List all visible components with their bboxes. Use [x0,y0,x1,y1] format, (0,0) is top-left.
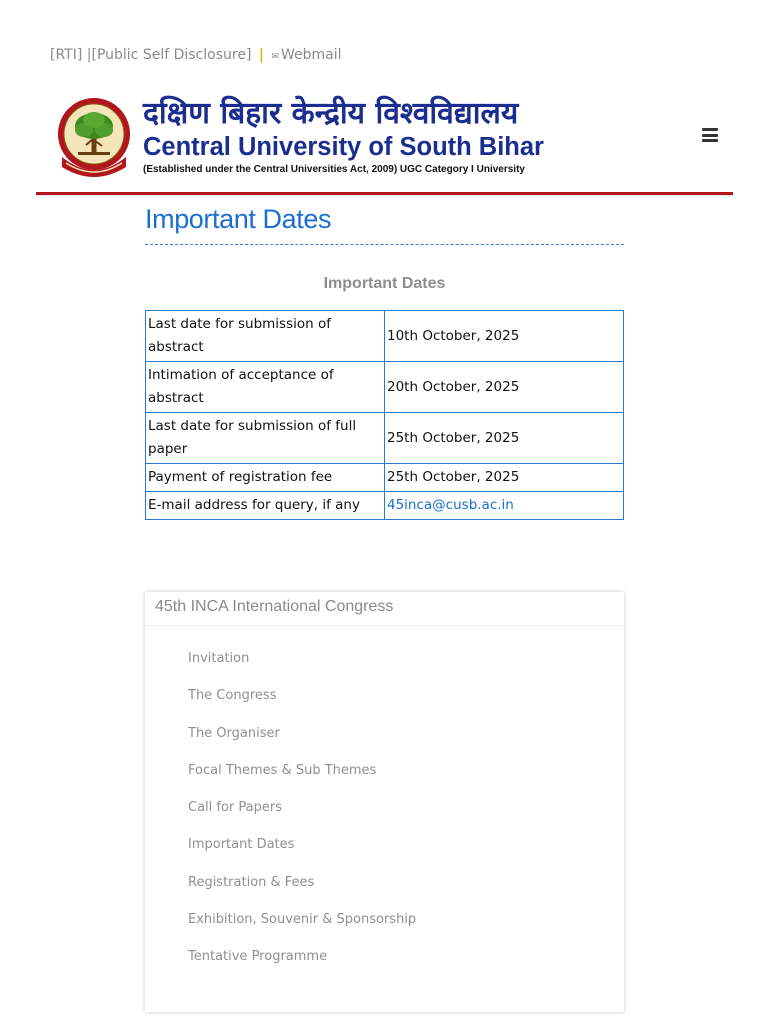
site-header [36,92,733,192]
date-label: E-mail address for query, if any [146,492,385,520]
nav-item-call-for-papers[interactable]: Call for Papers [188,800,282,816]
table-row [146,492,624,520]
webmail-link[interactable]: Webmail [280,47,342,63]
important-dates-table [145,310,624,520]
query-email-link[interactable]: 45inca@cusb.ac.in [387,497,514,513]
date-value: 10th October, 2025 [385,311,624,362]
title-underline [145,244,624,245]
table-caption: Important Dates [323,275,446,292]
nav-item-important-dates[interactable]: Important Dates [188,837,295,853]
date-value: 20th October, 2025 [385,362,624,413]
header-divider-shadow [36,195,733,198]
congress-nav-panel [145,592,624,1012]
date-label: Intimation of acceptance of abstract [146,362,385,413]
email-cell [385,492,624,520]
congress-nav-title: 45th INCA International Congress [155,598,394,615]
table-row [146,464,624,492]
date-label: Last date for submission of abstract [146,311,385,362]
rti-link[interactable]: [RTI] | [50,47,92,63]
establishment-tagline: (Established under the Central Universities Act, 2009) UGC Category I University [143,164,525,175]
congress-nav-divider [145,625,624,626]
date-label: Last date for submission of full paper [146,413,385,464]
nav-item-exhibition-souvenir-sponsorship[interactable]: Exhibition, Souvenir & Sponsorship [188,912,417,928]
hamburger-icon[interactable] [702,128,718,142]
nav-item-registration-fees[interactable]: Registration & Fees [188,874,315,890]
table-row [146,311,624,362]
mail-icon: ✉ [271,52,279,62]
nav-item-tentative-programme[interactable]: Tentative Programme [188,949,328,965]
nav-item-invitation[interactable]: Invitation [188,651,250,666]
public-self-disclosure-link[interactable]: [Public Self Disclosure] [91,47,252,63]
congress-nav-list [188,647,416,983]
nav-item-the-organiser[interactable]: The Organiser [188,725,280,741]
date-value: 25th October, 2025 [385,464,624,492]
top-links-bar [50,47,342,63]
nav-item-focal-themes[interactable]: Focal Themes & Sub Themes [188,762,377,778]
university-logo[interactable] [56,97,132,177]
nav-item-the-congress[interactable]: The Congress [188,688,277,704]
university-name-hindi: दक्षिण बिहार केन्द्रीय विश्वविद्यालय [143,96,519,131]
table-row [146,413,624,464]
page-title: Important Dates [145,204,332,234]
date-label: Payment of registration fee [146,464,385,492]
link-separator: | [258,47,264,63]
table-row [146,362,624,413]
university-name-english: Central University of South Bihar [143,133,544,161]
date-value: 25th October, 2025 [385,413,624,464]
